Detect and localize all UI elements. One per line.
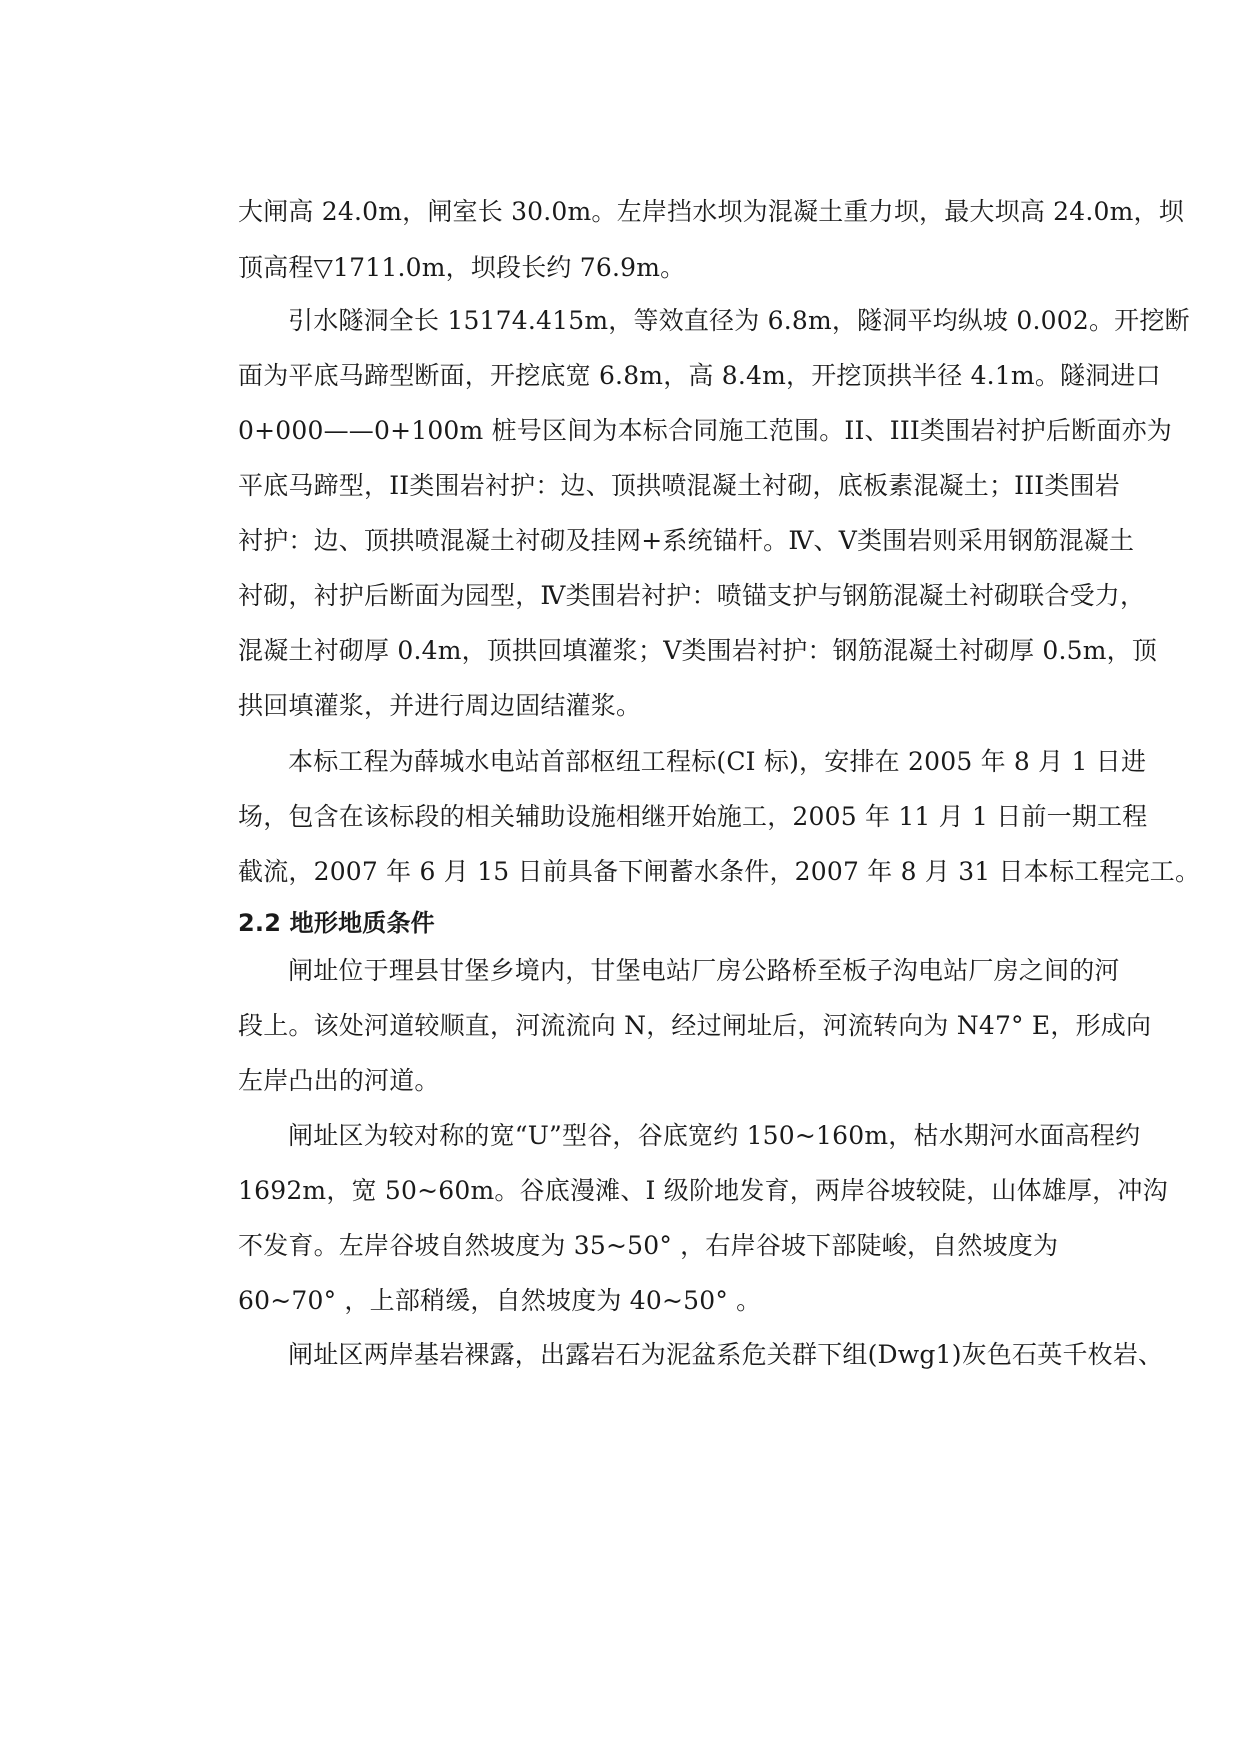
paragraph-line: 1692m，宽 50~60m。谷底漫滩、I 级阶地发育，两岸谷坡较陡，山体雄厚，冲沟 bbox=[238, 1176, 1168, 1205]
paragraph-line: 顶高程▽1711.0m，坝段长约 76.9m。 bbox=[238, 253, 686, 282]
paragraph-line: 不发育。左岸谷坡自然坡度为 35~50° ，右岸谷坡下部陡峻，自然坡度为 bbox=[238, 1231, 1059, 1260]
paragraph-line: 平底马蹄型，II类围岩衬护：边、顶拱喷混凝土衬砌，底板素混凝土；III类围岩 bbox=[238, 471, 1120, 500]
paragraph-line: 闸址区两岸基岩裸露，出露岩石为泥盆系危关群下组(Dwg1)灰色石英千枚岩、 bbox=[288, 1340, 1164, 1369]
paragraph-line: 左岸凸出的河道。 bbox=[238, 1066, 440, 1095]
paragraph-line: 闸址位于理县甘堡乡境内，甘堡电站厂房公路桥至板子沟电站厂房之间的河 bbox=[288, 956, 1120, 985]
paragraph-line: 混凝土衬砌厚 0.4m，顶拱回填灌浆；Ⅴ类围岩衬护：钢筋混凝土衬砌厚 0.5m，顶 bbox=[238, 636, 1158, 665]
paragraph-line: 60~70° ，上部稍缓，自然坡度为 40~50° 。 bbox=[238, 1286, 762, 1315]
paragraph-line: 场，包含在该标段的相关辅助设施相继开始施工，2005 年 11 月 1 日前一期工程 bbox=[238, 802, 1148, 831]
paragraph-line: 大闸高 24.0m，闸室长 30.0m。左岸挡水坝为混凝土重力坝，最大坝高 24.0m，坝 bbox=[238, 197, 1184, 226]
paragraph-line: 本标工程为薛城水电站首部枢纽工程标(CI 标)，安排在 2005 年 8 月 1 日进 bbox=[288, 747, 1147, 776]
paragraph-line: 衬护：边、顶拱喷混凝土衬砌及挂网+系统锚杆。Ⅳ、Ⅴ类围岩则采用钢筋混凝土 bbox=[238, 526, 1135, 555]
section-heading: 2.2 地形地质条件 bbox=[238, 909, 435, 937]
paragraph-line: 闸址区为较对称的宽“U”型谷，谷底宽约 150~160m，枯水期河水面高程约 bbox=[288, 1121, 1141, 1150]
paragraph-line: 衬砌，衬护后断面为园型，Ⅳ类围岩衬护：喷锚支护与钢筋混凝土衬砌联合受力， bbox=[238, 581, 1146, 610]
paragraph-line: 0+000——0+100m 桩号区间为本标合同施工范围。II、III类围岩衬护后断面亦为 bbox=[238, 416, 1172, 445]
paragraph-line: 面为平底马蹄型断面，开挖底宽 6.8m，高 8.4m，开挖顶拱半径 4.1m。隧洞进口 bbox=[238, 361, 1161, 390]
paragraph-line: 段上。该处河道较顺直，河流流向 N，经过闸址后，河流转向为 N47° E，形成向 bbox=[238, 1011, 1152, 1040]
paragraph-line: 引水隧洞全长 15174.415m，等效直径为 6.8m，隧洞平均纵坡 0.002。开挖断 bbox=[288, 306, 1190, 335]
paragraph-line: 截流，2007 年 6 月 15 日前具备下闸蓄水条件，2007 年 8 月 31 日本标工程完工。 bbox=[238, 857, 1201, 886]
paragraph-line: 拱回填灌浆，并进行周边固结灌浆。 bbox=[238, 691, 642, 720]
